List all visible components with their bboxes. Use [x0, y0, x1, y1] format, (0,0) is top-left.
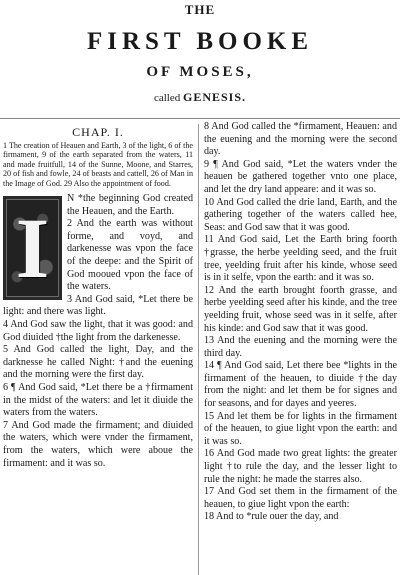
verse-4: 4 And God saw the light, that it was good: and God diuided †the light from the darkenesse. [3, 319, 193, 343]
verse-18: 18 And to *rule ouer the day, and [204, 511, 339, 523]
verse-15: 15 And let them be for lights in the firmament of the heauen, to giue light vpon the earth: and it was so. [204, 410, 397, 447]
verse-7: 7 And God made the firmament; and diuided the waters, which were vnder the firmament, from the waters, which were aboue the firmament: and it was so. [3, 419, 193, 469]
verse-12: 12 And the earth brought foorth grasse, and herbe yeelding seed after his kinde, and the tree yeelding fruit, whose seed was in it selfe, after his kinde: and God saw that it was good. [204, 284, 397, 334]
book-called-line [0, 90, 400, 105]
book-subtitle: OF MOSES, [146, 64, 254, 80]
header-rule [0, 118, 400, 119]
verse-16: 16 And God made two great lights: the greater light †to rule the day, and the lesser light to rule the night: he made the starres also. [204, 448, 397, 485]
verse-1: N *the beginning God created the Heauen, and the Earth. [67, 193, 193, 217]
dropcap-letter: I [15, 200, 50, 297]
verse-6: 6 ¶ And God said, *Let there be a †firmament in the midst of the waters: and let it diuide the waters from the waters. [3, 382, 193, 419]
book-title: FIRST BOOKE [86, 28, 314, 55]
verse-2: 2 And the earth was without forme, and voyd, and darkenesse was vpon the face of the deepe: and the Spirit of God mooued vpon the face of the waters. [67, 218, 193, 293]
verse-17: 17 And God set them in the firmament of the heauen, to giue light vpon the earth: [204, 486, 397, 510]
verse-9: 9 ¶ And God said, *Let the waters vnder the heauen be gathered together vnto one place, and let the dry land appeare: and it was so. [204, 158, 397, 195]
right-column [204, 121, 397, 524]
ornamental-dropcap [3, 196, 62, 300]
called-prefix: called [153, 92, 181, 104]
column-divider [198, 124, 199, 575]
verse-8: 8 And God called the *firmament, Heauen: and the euening and the morning were the second day. [204, 121, 397, 158]
verse-11: 11 And God said, Let the Earth bring foorth †grasse, the herbe yeelding seed, and the fruit tree, yeelding fruit after his kinde, whose seed is in it selfe, vpon the earth: and it was so. [204, 234, 397, 284]
chapter-heading: CHAP. I. [72, 125, 124, 139]
verse-5: 5 And God called the light, Day, and the darknesse he called Night: †and the euening and the morning were the first day. [3, 344, 193, 381]
verse-3: 3 And God said, *Let there be light: and there was light. [3, 293, 193, 318]
verse-10: 10 And God called the drie land, Earth, and the gathering together of the waters called hee, Seas: and God saw that it was good. [204, 196, 397, 233]
verse-14: 14 ¶ And God said, Let there bee *lights in the firmament of the heauen, to diuide †the day from the night: and let them be for signes and for seasons, and for dayes and yeeres. [204, 360, 397, 410]
verse-13: 13 And the euening and the morning were the third day. [204, 335, 397, 359]
left-column [3, 121, 193, 470]
called-name: GENESIS. [182, 90, 247, 104]
header-the: THE [184, 2, 216, 17]
chapter-summary: 1 The creation of Heauen and Earth, 3 of the light, 6 of the firmament, 9 of the earth separated from the waters, 11 and made fruitfull, 14 of the Sunne, Moone, and Starres, 20 of fish and fowle, 24 of beasts and cattell, 26 of Man in the Image of God. 29 Also the appointment of food. [3, 140, 193, 188]
